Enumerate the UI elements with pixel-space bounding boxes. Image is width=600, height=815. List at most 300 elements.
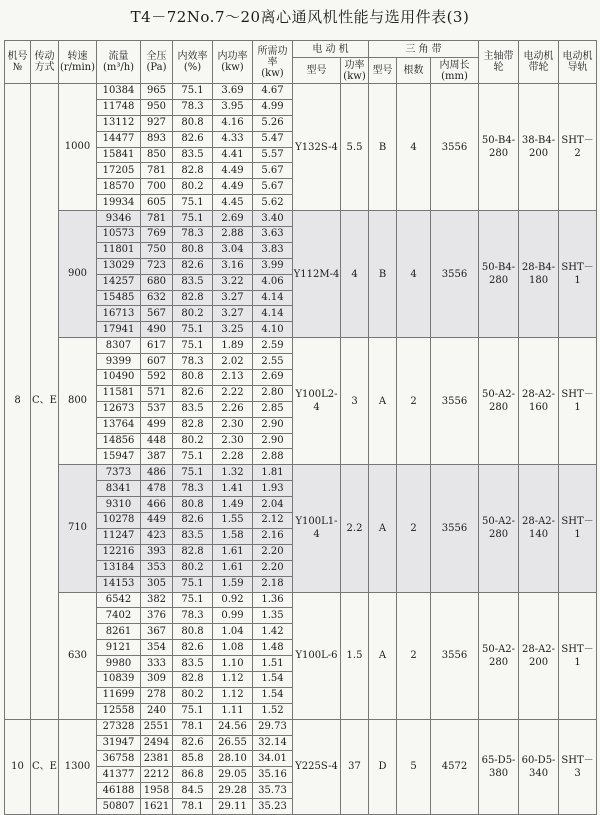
data-cell: 83.5 (173, 274, 213, 290)
data-cell: 2.18 (253, 576, 293, 592)
data-cell: 12673 (97, 401, 141, 417)
data-cell: 2.59 (253, 338, 293, 354)
data-cell: 2551 (141, 719, 173, 735)
data-cell: 567 (141, 306, 173, 322)
motor-pulley-cell: 60-D5-340 (519, 719, 559, 814)
data-cell: 5.57 (253, 147, 293, 163)
data-cell: 2.22 (213, 385, 253, 401)
data-cell: 537 (141, 401, 173, 417)
data-cell: 927 (141, 115, 173, 131)
data-cell: 0.99 (213, 608, 253, 624)
data-cell: 14153 (97, 576, 141, 592)
data-cell: 1.61 (213, 544, 253, 560)
data-cell: 75.1 (173, 322, 213, 338)
fan-no-cell: 8 (5, 84, 31, 720)
data-cell: 82.6 (173, 640, 213, 656)
data-cell: 617 (141, 338, 173, 354)
data-cell: 4.45 (213, 195, 253, 211)
data-cell: 240 (141, 703, 173, 719)
data-cell: 393 (141, 544, 173, 560)
motor-pulley-cell: 28-A2-200 (519, 592, 559, 719)
data-cell: 4.99 (253, 99, 293, 115)
data-cell: 9310 (97, 497, 141, 513)
data-cell: 11247 (97, 528, 141, 544)
data-cell: 6542 (97, 592, 141, 608)
data-cell: 2.85 (253, 401, 293, 417)
data-cell: 2.69 (213, 211, 253, 227)
data-cell: 0.92 (213, 592, 253, 608)
data-cell: 1958 (141, 783, 173, 799)
data-cell: 1.59 (213, 576, 253, 592)
motor-pulley-cell: 28-A2-140 (519, 465, 559, 592)
data-cell: 82.8 (173, 290, 213, 306)
data-cell: 781 (141, 163, 173, 179)
data-cell: 278 (141, 687, 173, 703)
data-cell: 13764 (97, 417, 141, 433)
data-cell: 82.6 (173, 258, 213, 274)
data-cell: 82.8 (173, 163, 213, 179)
motor-rail-cell: SHT－3 (559, 719, 597, 814)
belt-type-cell: D (369, 719, 397, 814)
data-cell: 4.33 (213, 131, 253, 147)
data-cell: 1.54 (253, 671, 293, 687)
data-cell: 4.10 (253, 322, 293, 338)
data-cell: 86.8 (173, 767, 213, 783)
header-motor-rail: 电动机导轨 (559, 41, 597, 84)
data-cell: 9121 (97, 640, 141, 656)
data-cell: 680 (141, 274, 173, 290)
data-cell: 36758 (97, 751, 141, 767)
data-cell: 83.5 (173, 528, 213, 544)
data-cell: 2.04 (253, 497, 293, 513)
data-cell: 632 (141, 290, 173, 306)
header-belt-group: 三 角 带 (369, 41, 479, 58)
data-cell: 486 (141, 465, 173, 481)
data-cell: 3.25 (213, 322, 253, 338)
data-cell: 13184 (97, 560, 141, 576)
data-cell: 12558 (97, 703, 141, 719)
data-cell: 24.56 (213, 719, 253, 735)
belt-type-cell: A (369, 592, 397, 719)
main-pulley-cell: 50-A2-280 (479, 338, 519, 465)
belt-count-cell: 4 (397, 211, 431, 338)
motor-rail-cell: SHT－1 (559, 211, 597, 338)
data-cell: 2.90 (253, 417, 293, 433)
data-cell: 82.6 (173, 131, 213, 147)
header-motor-pulley: 电动机带轮 (519, 41, 559, 84)
data-cell: 3.83 (253, 242, 293, 258)
data-cell: 571 (141, 385, 173, 401)
header-motor-type: 型号 (293, 58, 341, 84)
data-cell: 78.3 (173, 481, 213, 497)
header-belt-count: 根数 (397, 58, 431, 84)
data-cell: 309 (141, 671, 173, 687)
data-cell: 80.2 (173, 306, 213, 322)
data-cell: 1.04 (213, 624, 253, 640)
speed-cell: 1300 (59, 719, 97, 814)
motor-pulley-cell: 28-B4-180 (519, 211, 559, 338)
belt-length-cell: 3556 (431, 338, 479, 465)
motor-power-cell: 1.5 (341, 592, 369, 719)
table-row (5, 84, 597, 100)
data-cell: 19934 (97, 195, 141, 211)
fan-selection-table (4, 40, 597, 815)
data-cell: 448 (141, 433, 173, 449)
data-cell: 4.06 (253, 274, 293, 290)
data-cell: 1.81 (253, 465, 293, 481)
header-efficiency: 内效率 (%) (173, 41, 213, 84)
data-cell: 2.26 (213, 401, 253, 417)
belt-length-cell: 3556 (431, 84, 479, 211)
data-cell: 78.3 (173, 99, 213, 115)
data-cell: 80.2 (173, 433, 213, 449)
data-cell: 3.40 (253, 211, 293, 227)
data-cell: 333 (141, 656, 173, 672)
data-cell: 12216 (97, 544, 141, 560)
data-cell: 1.58 (213, 528, 253, 544)
data-cell: 3.04 (213, 242, 253, 258)
data-cell: 5.47 (253, 131, 293, 147)
motor-type-cell: Y225S-4 (293, 719, 341, 814)
data-cell: 29.05 (213, 767, 253, 783)
data-cell: 7402 (97, 608, 141, 624)
data-cell: 78.3 (173, 354, 213, 370)
data-cell: 83.5 (173, 656, 213, 672)
data-cell: 18570 (97, 179, 141, 195)
data-cell: 10839 (97, 671, 141, 687)
data-cell: 4.16 (213, 115, 253, 131)
data-cell: 78.3 (173, 227, 213, 243)
motor-rail-cell: SHT－1 (559, 338, 597, 465)
table-row (5, 592, 597, 608)
header-pressure: 全压 (Pa) (141, 41, 173, 84)
data-cell: 46188 (97, 783, 141, 799)
data-cell: 1.61 (213, 560, 253, 576)
data-cell: 1.55 (213, 513, 253, 529)
data-cell: 1.10 (213, 656, 253, 672)
data-cell: 965 (141, 84, 173, 100)
main-pulley-cell: 50-A2-280 (479, 465, 519, 592)
data-cell: 423 (141, 528, 173, 544)
data-cell: 605 (141, 195, 173, 211)
data-cell: 29.73 (253, 719, 293, 735)
data-cell: 723 (141, 258, 173, 274)
data-cell: 83.5 (173, 401, 213, 417)
motor-type-cell: Y132S-4 (293, 84, 341, 211)
belt-type-cell: A (369, 338, 397, 465)
speed-cell: 800 (59, 338, 97, 465)
motor-type-cell: Y100L1-4 (293, 465, 341, 592)
motor-type-cell: Y100L2-4 (293, 338, 341, 465)
motor-power-cell: 2.2 (341, 465, 369, 592)
data-cell: 499 (141, 417, 173, 433)
data-cell: 80.2 (173, 560, 213, 576)
data-cell: 75.1 (173, 84, 213, 100)
data-cell: 3.16 (213, 258, 253, 274)
data-cell: 2.80 (253, 385, 293, 401)
data-cell: 1.42 (253, 624, 293, 640)
data-cell: 7373 (97, 465, 141, 481)
data-cell: 1.36 (253, 592, 293, 608)
data-cell: 82.8 (173, 671, 213, 687)
motor-rail-cell: SHT－2 (559, 84, 597, 211)
data-cell: 2.90 (253, 433, 293, 449)
data-cell: 82.6 (173, 735, 213, 751)
data-cell: 75.1 (173, 465, 213, 481)
data-cell: 1.52 (253, 703, 293, 719)
data-cell: 80.2 (173, 179, 213, 195)
data-cell: 75.1 (173, 449, 213, 465)
belt-type-cell: B (369, 84, 397, 211)
fan-no-cell: 10 (5, 719, 31, 814)
table-row (5, 211, 597, 227)
data-cell: 50807 (97, 799, 141, 815)
data-cell: 367 (141, 624, 173, 640)
data-cell: 3.99 (253, 258, 293, 274)
drive-cell: C、E (31, 84, 59, 720)
data-cell: 376 (141, 608, 173, 624)
data-cell: 35.73 (253, 783, 293, 799)
belt-count-cell: 2 (397, 592, 431, 719)
speed-cell: 1000 (59, 84, 97, 211)
data-cell: 35.23 (253, 799, 293, 815)
table-body (5, 84, 597, 815)
data-cell: 75.1 (173, 195, 213, 211)
data-cell: 2.16 (253, 528, 293, 544)
table-row (5, 719, 597, 735)
data-cell: 1.89 (213, 338, 253, 354)
data-cell: 4.41 (213, 147, 253, 163)
data-cell: 781 (141, 211, 173, 227)
data-cell: 2.20 (253, 544, 293, 560)
belt-type-cell: A (369, 465, 397, 592)
data-cell: 16713 (97, 306, 141, 322)
data-cell: 750 (141, 242, 173, 258)
data-cell: 78.1 (173, 799, 213, 815)
data-cell: 32.14 (253, 735, 293, 751)
data-cell: 2.20 (253, 560, 293, 576)
data-cell: 2.12 (253, 513, 293, 529)
header-speed: 转速 (r/min) (59, 41, 97, 84)
data-cell: 10573 (97, 227, 141, 243)
data-cell: 382 (141, 592, 173, 608)
data-cell: 78.1 (173, 719, 213, 735)
data-cell: 29.11 (213, 799, 253, 815)
data-cell: 850 (141, 147, 173, 163)
data-cell: 11699 (97, 687, 141, 703)
data-cell: 75.1 (173, 703, 213, 719)
data-cell: 387 (141, 449, 173, 465)
data-cell: 950 (141, 99, 173, 115)
data-cell: 1.12 (213, 687, 253, 703)
data-cell: 15485 (97, 290, 141, 306)
data-cell: 1.48 (253, 640, 293, 656)
data-cell: 2.88 (213, 227, 253, 243)
data-cell: 13112 (97, 115, 141, 131)
data-cell: 305 (141, 576, 173, 592)
table-title: T4－72No.7～20离心通风机性能与选用件表(3) (130, 8, 470, 26)
data-cell: 2.30 (213, 433, 253, 449)
data-cell: 82.6 (173, 513, 213, 529)
data-cell: 2.30 (213, 417, 253, 433)
header-motor-group: 电 动 机 (293, 41, 369, 58)
data-cell: 9980 (97, 656, 141, 672)
speed-cell: 710 (59, 465, 97, 592)
main-pulley-cell: 50-B4-280 (479, 211, 519, 338)
data-cell: 83.5 (173, 147, 213, 163)
data-cell: 4.49 (213, 179, 253, 195)
data-cell: 15947 (97, 449, 141, 465)
data-cell: 11581 (97, 385, 141, 401)
data-cell: 1.54 (253, 687, 293, 703)
data-cell: 80.8 (173, 497, 213, 513)
belt-length-cell: 3556 (431, 592, 479, 719)
header-belt-type: 型号 (369, 58, 397, 84)
header-belt-length: 内周长 (mm) (431, 58, 479, 84)
data-cell: 10278 (97, 513, 141, 529)
data-cell: 4.67 (253, 84, 293, 100)
data-cell: 769 (141, 227, 173, 243)
data-cell: 9399 (97, 354, 141, 370)
data-cell: 27328 (97, 719, 141, 735)
data-cell: 2.88 (253, 449, 293, 465)
data-cell: 5.67 (253, 179, 293, 195)
motor-power-cell: 3 (341, 338, 369, 465)
data-cell: 75.1 (173, 338, 213, 354)
data-cell: 592 (141, 370, 173, 386)
main-pulley-cell: 50-A2-280 (479, 592, 519, 719)
data-cell: 1.11 (213, 703, 253, 719)
motor-power-cell: 5.5 (341, 84, 369, 211)
data-cell: 11748 (97, 99, 141, 115)
data-cell: 1.32 (213, 465, 253, 481)
belt-count-cell: 5 (397, 719, 431, 814)
belt-type-cell: B (369, 211, 397, 338)
data-cell: 2494 (141, 735, 173, 751)
data-cell: 2.13 (213, 370, 253, 386)
data-cell: 80.8 (173, 624, 213, 640)
data-cell: 80.2 (173, 687, 213, 703)
motor-type-cell: Y112M-4 (293, 211, 341, 338)
data-cell: 1621 (141, 799, 173, 815)
data-cell: 2.28 (213, 449, 253, 465)
data-cell: 8261 (97, 624, 141, 640)
belt-count-cell: 2 (397, 465, 431, 592)
data-cell: 82.6 (173, 385, 213, 401)
data-cell: 75.1 (173, 592, 213, 608)
data-cell: 3.27 (213, 306, 253, 322)
data-cell: 3.63 (253, 227, 293, 243)
data-cell: 75.1 (173, 211, 213, 227)
data-cell: 80.8 (173, 242, 213, 258)
data-cell: 2212 (141, 767, 173, 783)
data-cell: 8341 (97, 481, 141, 497)
data-cell: 1.08 (213, 640, 253, 656)
table-row (5, 338, 597, 354)
data-cell: 9346 (97, 211, 141, 227)
data-cell: 1.35 (253, 608, 293, 624)
data-cell: 2381 (141, 751, 173, 767)
data-cell: 1.49 (213, 497, 253, 513)
data-cell: 35.16 (253, 767, 293, 783)
data-cell: 15841 (97, 147, 141, 163)
motor-power-cell: 37 (341, 719, 369, 814)
motor-rail-cell: SHT－1 (559, 465, 597, 592)
data-cell: 84.5 (173, 783, 213, 799)
motor-pulley-cell: 38-B4-200 (519, 84, 559, 211)
belt-length-cell: 4572 (431, 719, 479, 814)
data-cell: 2.55 (253, 354, 293, 370)
data-cell: 3.95 (213, 99, 253, 115)
data-cell: 10384 (97, 84, 141, 100)
motor-pulley-cell: 28-A2-160 (519, 338, 559, 465)
data-cell: 17941 (97, 322, 141, 338)
data-cell: 354 (141, 640, 173, 656)
data-cell: 85.8 (173, 751, 213, 767)
data-cell: 5.62 (253, 195, 293, 211)
data-cell: 82.8 (173, 417, 213, 433)
data-cell: 893 (141, 131, 173, 147)
speed-cell: 630 (59, 592, 97, 719)
data-cell: 490 (141, 322, 173, 338)
data-cell: 449 (141, 513, 173, 529)
data-cell: 700 (141, 179, 173, 195)
drive-cell: C、E (31, 719, 59, 814)
data-cell: 31947 (97, 735, 141, 751)
main-pulley-cell: 65-D5-380 (479, 719, 519, 814)
data-cell: 1.12 (213, 671, 253, 687)
data-cell: 10490 (97, 370, 141, 386)
data-cell: 353 (141, 560, 173, 576)
data-cell: 1.51 (253, 656, 293, 672)
main-pulley-cell: 50-B4-280 (479, 84, 519, 211)
data-cell: 14856 (97, 433, 141, 449)
belt-count-cell: 2 (397, 338, 431, 465)
motor-rail-cell: SHT－1 (559, 592, 597, 719)
header-power: 内功率 (kw) (213, 41, 253, 84)
data-cell: 75.1 (173, 576, 213, 592)
data-cell: 478 (141, 481, 173, 497)
data-cell: 2.02 (213, 354, 253, 370)
belt-length-cell: 3556 (431, 211, 479, 338)
data-cell: 8307 (97, 338, 141, 354)
header-required-power: 所需功率 (kw) (253, 41, 293, 84)
data-cell: 607 (141, 354, 173, 370)
data-cell: 4.14 (253, 306, 293, 322)
data-cell: 1.93 (253, 481, 293, 497)
data-cell: 13029 (97, 258, 141, 274)
belt-count-cell: 4 (397, 84, 431, 211)
data-cell: 82.8 (173, 544, 213, 560)
header-model-no: 机号 № (5, 41, 31, 84)
header-motor-power: 功率 (kw) (341, 58, 369, 84)
data-cell: 3.22 (213, 274, 253, 290)
data-cell: 29.28 (213, 783, 253, 799)
data-cell: 78.3 (173, 608, 213, 624)
header-drive: 传动方式 (31, 41, 59, 84)
speed-cell: 900 (59, 211, 97, 338)
data-cell: 41377 (97, 767, 141, 783)
belt-length-cell: 3556 (431, 465, 479, 592)
data-cell: 5.67 (253, 163, 293, 179)
data-cell: 3.27 (213, 290, 253, 306)
data-cell: 1.41 (213, 481, 253, 497)
header-main-pulley: 主轴带轮 (479, 41, 519, 84)
data-cell: 17205 (97, 163, 141, 179)
data-cell: 28.10 (213, 751, 253, 767)
data-cell: 34.01 (253, 751, 293, 767)
motor-type-cell: Y100L-6 (293, 592, 341, 719)
